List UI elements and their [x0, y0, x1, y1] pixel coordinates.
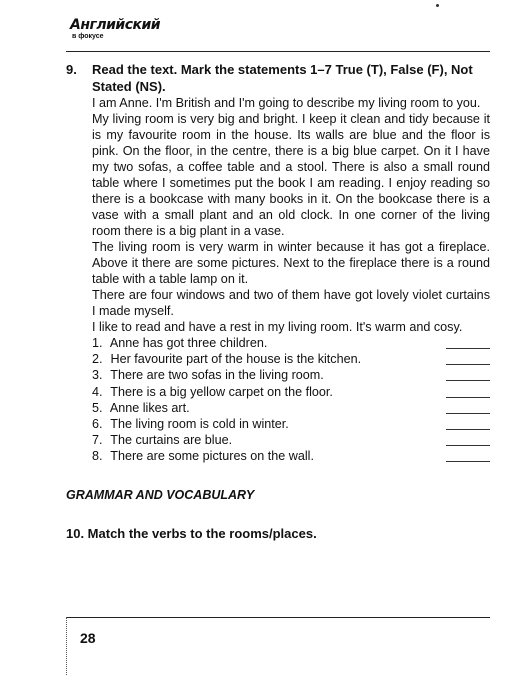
answer-blank[interactable] [446, 461, 490, 462]
answer-blank[interactable] [446, 413, 490, 414]
paragraph: The living room is very warm in winter because it has got a fireplace. Above it there are some pictures. Next to the fireplace there is a round table with a table lamp on it. [92, 240, 490, 286]
exercise-number: 9. [66, 62, 77, 77]
statement-item [92, 335, 490, 351]
statement-item [92, 351, 490, 367]
statement-item [92, 432, 490, 448]
reading-text [66, 95, 490, 335]
logo-subtitle: в фокусе [72, 33, 104, 40]
paragraph: I like to read and have a rest in my living room. It's warm and cosy. [92, 320, 463, 334]
statement-text: There are two sofas in the living room. [110, 368, 324, 383]
footer-divider [66, 617, 490, 618]
statement-number: 1. [92, 336, 103, 350]
book-logo [70, 18, 160, 41]
exercise-instruction: Read the text. Mark the statements 1–7 True (T), False (F), Not Stated (NS). [92, 62, 473, 94]
statement-item [92, 416, 490, 432]
scan-dot [436, 4, 439, 7]
statement-text: Her favourite part of the house is the kitchen. [110, 352, 362, 367]
page-content [66, 61, 490, 542]
statement-number: 7. [92, 433, 103, 448]
statement-text: There are some pictures on the wall. [110, 449, 314, 464]
statement-item [92, 448, 490, 464]
answer-blank[interactable] [446, 380, 490, 381]
logo-title: Английский [70, 17, 161, 33]
paragraph: My living room is very big and bright. I keep it clean and tidy because it is my favourite room in the house. Its walls are blue and the floor is pink. On the floor, in the centre, there is a big blue carpet. On it I have my two sofas, a coffee table and a stool. There is also a small round table where I sometimes put the book I am reading. I enjoy reading so there is a bookcase with many books in it. On the bookcase there is a vase with a small plant and an old clock. In one corner of the living room there is a big plant in a vase. [92, 112, 490, 238]
answer-blank[interactable] [446, 445, 490, 446]
statement-text: There is a big yellow carpet on the floor. [110, 384, 333, 399]
statement-number: 6. [92, 416, 103, 431]
answer-blank[interactable] [446, 397, 490, 398]
statement-item [92, 367, 490, 383]
statement-text: Anne has got three children. [109, 336, 268, 350]
page-number: 28 [80, 630, 96, 646]
statement-item [92, 384, 490, 400]
answer-blank[interactable] [446, 429, 490, 430]
statement-number: 8. [92, 449, 103, 464]
statement-item [92, 400, 490, 416]
statement-number: 5. [92, 400, 103, 415]
statement-text: The living room is cold in winter. [110, 416, 289, 431]
answer-blank[interactable] [446, 364, 490, 365]
paragraph: There are four windows and two of them have got lovely violet curtains I made myself. [92, 288, 490, 318]
exercise-10-title: 10. Match the verbs to the rooms/places. [66, 525, 317, 541]
statement-list [66, 335, 490, 465]
paragraph: I am Anne. I'm British and I'm going to describe my living room to you. [92, 96, 481, 110]
section-heading: GRAMMAR AND VOCABULARY [66, 487, 255, 502]
exercise-9-title [66, 61, 490, 95]
header-divider [66, 51, 490, 52]
statement-number: 3. [92, 368, 103, 383]
dotted-margin [66, 617, 67, 675]
statement-number: 4. [92, 384, 103, 399]
statement-text: Anne likes art. [109, 400, 190, 415]
statement-number: 2. [92, 352, 103, 367]
statement-text: The curtains are blue. [110, 433, 233, 448]
answer-blank[interactable] [446, 348, 490, 349]
